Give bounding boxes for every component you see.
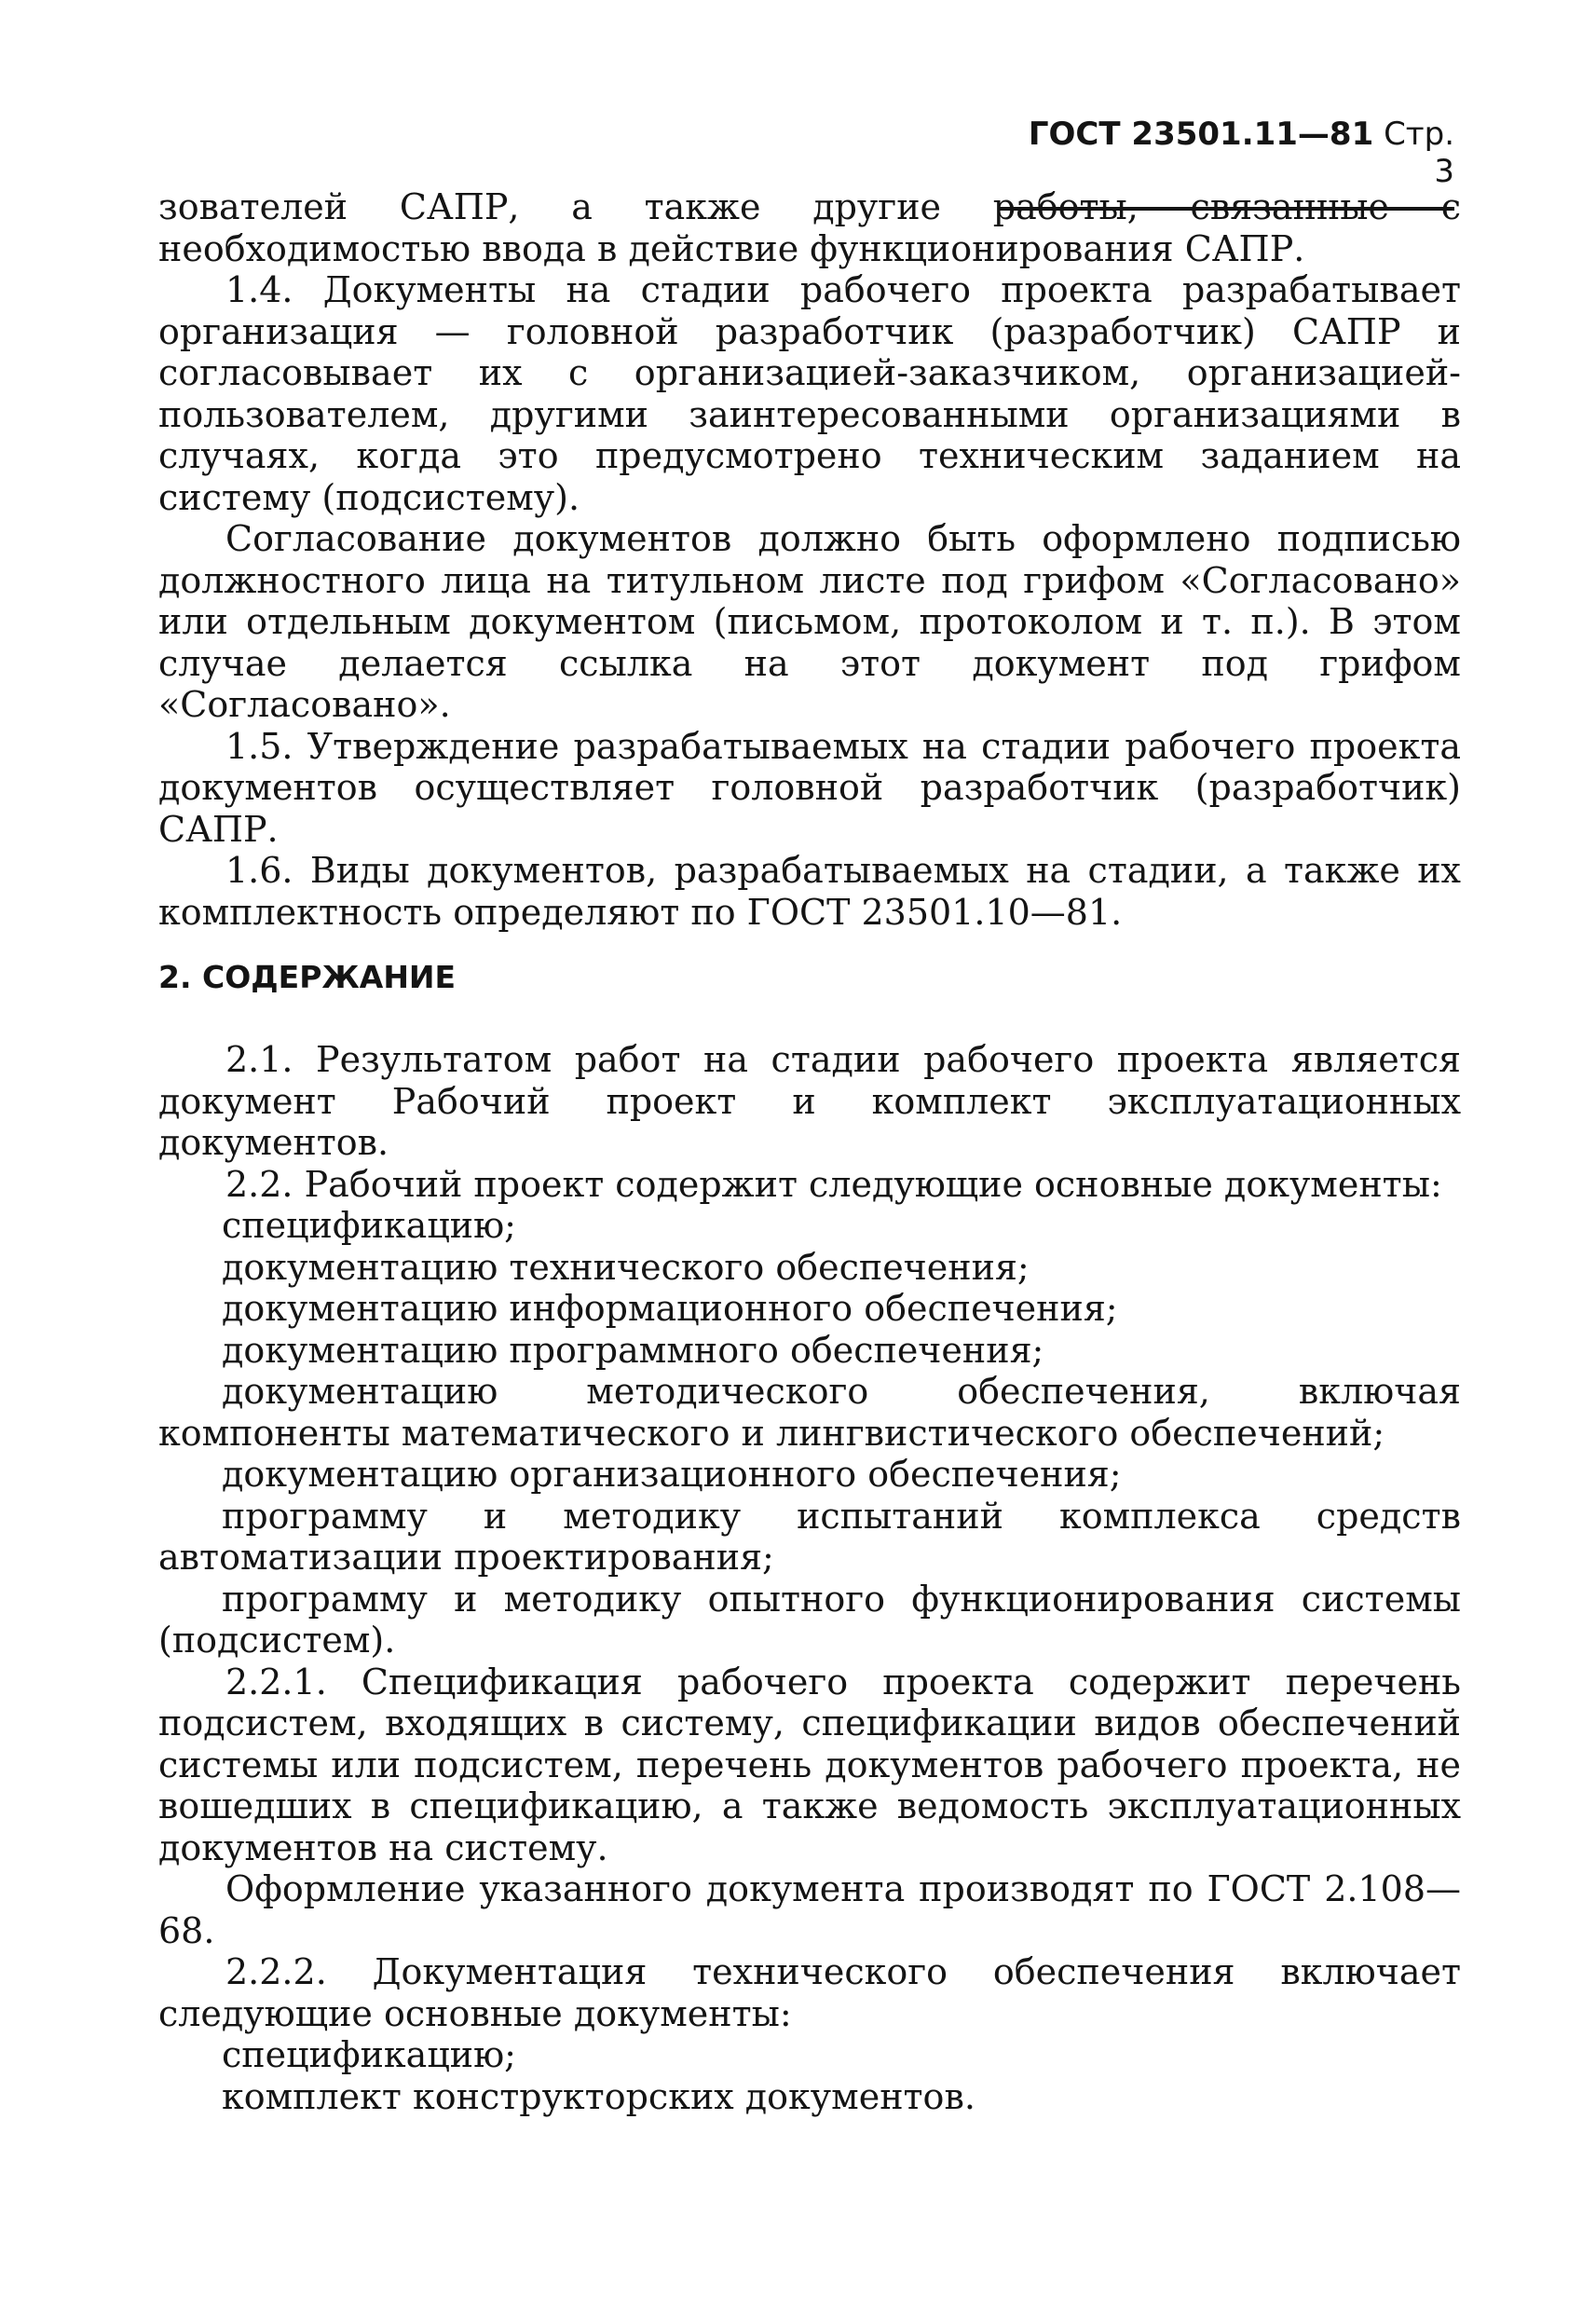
list-item: программу и методику опытного функционирования системы (подсистем). (158, 1578, 1461, 1661)
list-item: документацию методического обеспечения, включая компоненты математического и лингвистического обеспечений; (158, 1371, 1461, 1454)
paragraph-continuation: зователей САПР, а также другие работы, связанные с необходимостью ввода в действие функционирования САПР. (158, 186, 1461, 269)
approval-note: Согласование документов должно быть оформлено подписью должностного лица на титульном листе под грифом «Согласовано» или отдельным документом (письмом, протоколом и т. п.). В этом случае делается ссылка на этот документ под грифом «Согласовано». (158, 518, 1461, 725)
list-item: спецификацию; (222, 1205, 516, 1246)
list-item: программу и методику испытаний комплекса средств автоматизации проектирования; (158, 1495, 1461, 1578)
standard-number: ГОСТ 23501.11—81 (1028, 116, 1374, 153)
clause-1-5: 1.5. Утверждение разрабатываемых на стадии рабочего проекта документов осуществляет головной разработчик (разработчик) САПР. (158, 725, 1461, 850)
list-item: документацию информационного обеспечения; (222, 1288, 1118, 1329)
clause-2-1: 2.1. Результатом работ на стадии рабочего проекта является документ Рабочий проект и комплект эксплуатационных документов. (158, 1039, 1461, 1163)
section-title: 2. СОДЕРЖАНИЕ (158, 959, 457, 995)
clause-2-2-2: 2.2.2. Документация технического обеспечения включает следующие основные документы: (158, 1951, 1461, 2034)
list-item: документацию программного обеспечения; (222, 1329, 1044, 1371)
document-body (158, 186, 1461, 2117)
page-number: Стр. 3 (1384, 116, 1454, 190)
clause-2-2: 2.2. Рабочий проект содержит следующие основные документы: (225, 1163, 1442, 1205)
clause-2-2-1: 2.2.1. Спецификация рабочего проекта содержит перечень подсистем, входящих в систему, спецификации видов обеспечений системы или подсистем, перечень документов рабочего проекта, не вошедших в спецификацию, а также ведомость эксплуатационных документов на систему. (158, 1661, 1461, 1868)
list-item: документацию технического обеспечения; (222, 1246, 1030, 1288)
formatting-note: Оформление указанного документа производят по ГОСТ 2.108—68. (158, 1868, 1461, 1951)
list-item: спецификацию; (222, 2034, 516, 2075)
clause-1-6: 1.6. Виды документов, разрабатываемых на стадии, а также их комплектность определяют по ГОСТ 23501.10—81. (158, 850, 1461, 933)
list-item: документацию организационного обеспечения; (222, 1454, 1122, 1495)
list-item: комплект конструкторских документов. (222, 2075, 975, 2117)
clause-1-4: 1.4. Документы на стадии рабочего проекта разрабатывает организация — головной разработчик (разработчик) САПР и согласовывает их с организацией-заказчиком, организацией-пользователем, другими заинтересованными организациями в случаях, когда это предусмотрено техническим заданием на систему (подсистему). (158, 269, 1461, 518)
